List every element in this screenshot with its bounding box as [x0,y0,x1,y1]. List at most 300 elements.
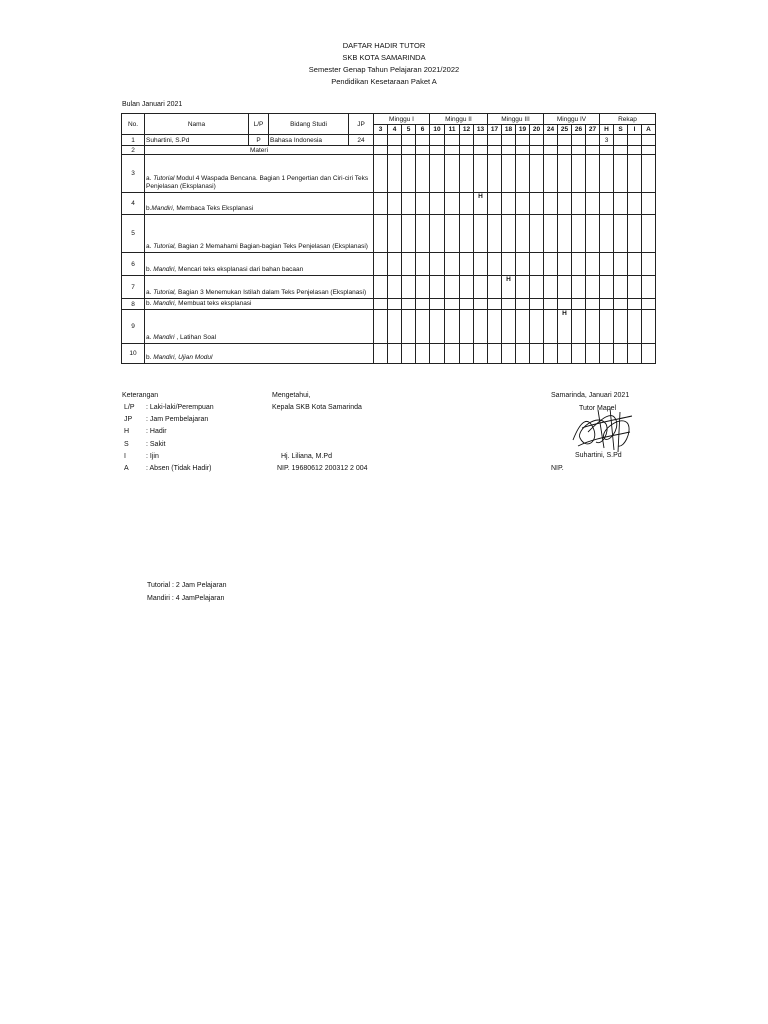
day-header: 10 [430,125,445,135]
tutor-subject: Bahasa Indonesia [269,135,349,146]
table-row [122,299,656,310]
attendance-cell [445,299,460,310]
month-label: Bulan Januari 2021 [122,101,183,108]
attendance-cell [460,344,474,364]
attendance-cell [388,253,402,276]
col-header-lp: L/P [249,114,269,135]
attendance-cell [516,253,530,276]
rekap-cell [614,193,628,215]
attendance-cell [374,310,388,344]
attendance-cell [516,215,530,253]
attendance-cell [460,146,474,155]
attendance-cell [488,344,502,364]
attendance-cell [416,310,430,344]
week-header: Minggu IV [544,114,600,125]
attendance-cell [572,310,586,344]
attendance-cell [460,215,474,253]
rekap-cell [642,215,656,253]
signer-nip: NIP. [551,465,564,472]
attendance-cell [586,193,600,215]
materi-text: Mencari teks eksplanasi dari bahan bacaan [176,266,304,273]
week-header: Minggu III [488,114,544,125]
day-header: 11 [445,125,460,135]
materi-description [145,253,374,276]
attendance-cell [374,253,388,276]
rekap-cell [600,253,614,276]
row-number: 10 [122,344,145,364]
attendance-cell [374,135,388,146]
attendance-cell [430,135,445,146]
attendance-cell [430,344,445,364]
attendance-cell [488,310,502,344]
table-row [122,193,656,215]
rekap-cell [628,146,642,155]
attendance-cell [544,276,558,299]
table-row [122,215,656,253]
row-number: 9 [122,310,145,344]
attendance-cell [488,276,502,299]
rekap-cell [600,146,614,155]
doc-institution: SKB KOTA SAMARINDA [342,53,426,62]
day-header: 4 [388,125,402,135]
attendance-cell [374,299,388,310]
legend-desc: : Ijin [146,452,159,460]
attendance-cell [445,344,460,364]
attendance-cell [544,215,558,253]
rekap-header: H [600,125,614,135]
attendance-cell [572,135,586,146]
attendance-cell [530,344,544,364]
attendance-cell [445,310,460,344]
table-row [122,155,656,193]
attendance-cell [430,310,445,344]
rekap-cell [614,344,628,364]
attendance-cell [430,276,445,299]
attendance-cell [445,253,460,276]
legend-code: L/P [124,404,135,411]
attendance-cell [502,344,516,364]
attendance-cell [586,276,600,299]
attendance-cell [416,135,430,146]
materi-prefix: a. [146,289,154,296]
attendance-cell [502,299,516,310]
attendance-cell [402,193,416,215]
rekap-cell [642,299,656,310]
attendance-cell [416,299,430,310]
signer-name: Suhartini, S.Pd [575,452,622,459]
attendance-cell [530,146,544,155]
legend-title: Keterangan [122,392,159,399]
table-row [122,276,656,299]
attendance-cell [516,276,530,299]
attendance-cell [558,253,572,276]
table-row [122,344,656,364]
attendance-cell [474,155,488,193]
rekap-cell [600,344,614,364]
materi-description [145,344,374,364]
materi-prefix: a. [146,243,154,250]
legend-desc: : Jam Pembelajaran [146,416,209,424]
rekap-cell [600,276,614,299]
rekap-cell [628,310,642,344]
materi-description [145,155,374,193]
day-header: 12 [460,125,474,135]
attendance-cell [402,215,416,253]
week-header: Minggu II [430,114,488,125]
attendance-cell [544,253,558,276]
day-header: 3 [374,125,388,135]
day-header: 13 [474,125,488,135]
rekap-cell [642,193,656,215]
attendance-cell [388,135,402,146]
attendance-cell [374,155,388,193]
tutor-jp: 24 [349,135,374,146]
attendance-cell [460,299,474,310]
attendance-cell [388,310,402,344]
attendance-cell [544,155,558,193]
attendance-cell [402,253,416,276]
attendance-cell [586,155,600,193]
attendance-cell [572,253,586,276]
attendance-cell: H [474,193,488,215]
materi-text: Membuat teks eksplanasi [176,300,252,307]
attendance-cell [558,299,572,310]
rekap-cell [628,344,642,364]
day-header: 24 [544,125,558,135]
attendance-cell [544,310,558,344]
attendance-cell [502,215,516,253]
attendance-cell [460,155,474,193]
attendance-cell [516,155,530,193]
rekap-cell [642,253,656,276]
attendance-cell [416,146,430,155]
col-header-rekap: Rekap [600,114,656,125]
attendance-cell [530,276,544,299]
attendance-cell [572,276,586,299]
attendance-cell [516,146,530,155]
day-header: 27 [586,125,600,135]
row-number: 5 [122,215,145,253]
attendance-cell [488,215,502,253]
attendance-cell [558,344,572,364]
materi-text: Modul 4 Waspada Bencana. Bagian 1 Pengertian dan Ciri-ciri Teks Penjelasan (Eksplanasi) [146,175,369,190]
legend-desc: : Hadir [146,428,167,436]
attendance-cell [488,155,502,193]
rekap-cell [628,253,642,276]
attendance-cell [445,215,460,253]
col-header-bidang-studi: Bidang Studi [269,114,349,135]
signer-position: Tutor Mapel [579,405,617,412]
attendance-cell [460,310,474,344]
materi-type: Mandiri, [153,300,177,307]
attendance-cell [374,215,388,253]
col-header-jp: JP [349,114,374,135]
attendance-cell [430,215,445,253]
attendance-cell [586,146,600,155]
rekap-cell [642,146,656,155]
approval-nip: NIP. 19680612 200312 2 004 [277,465,368,472]
doc-title: DAFTAR HADIR TUTOR [342,41,426,50]
attendance-cell [530,193,544,215]
attendance-cell [516,299,530,310]
attendance-cell [460,193,474,215]
materi-prefix: a. [146,334,154,341]
materi-text: Membaca Teks Eksplanasi [174,205,254,212]
materi-description [145,310,374,344]
attendance-cell [474,215,488,253]
materi-description [145,276,374,299]
attendance-cell [474,310,488,344]
attendance-cell [445,146,460,155]
materi-type: Mandiri [153,334,175,341]
legend-code: I [124,452,126,460]
day-header: 25 [558,125,572,135]
attendance-cell [474,135,488,146]
attendance-cell [572,146,586,155]
approval-name: Hj. Liliana, M.Pd [281,453,332,460]
rekap-cell [614,155,628,193]
attendance-cell [416,215,430,253]
tutor-name: Suhartini, S.Pd [145,135,249,146]
attendance-cell [516,135,530,146]
attendance-cell [558,155,572,193]
attendance-cell [558,135,572,146]
attendance-cell [388,344,402,364]
attendance-cell [416,155,430,193]
attendance-cell [586,310,600,344]
rekap-hadir-value: 3 [600,135,614,146]
rekap-cell [628,299,642,310]
attendance-cell [474,253,488,276]
attendance-cell [502,253,516,276]
attendance-cell [402,299,416,310]
attendance-cell [430,193,445,215]
rekap-header: I [628,125,642,135]
attendance-cell [558,215,572,253]
attendance-cell [558,193,572,215]
attendance-cell [572,193,586,215]
row-number: 2 [122,146,145,155]
attendance-cell [430,146,445,155]
materi-type: Tutorial, [153,289,177,296]
attendance-table [121,113,656,364]
attendance-cell [516,310,530,344]
day-header: 20 [530,125,544,135]
rekap-cell [600,193,614,215]
rekap-cell [600,299,614,310]
attendance-cell [502,310,516,344]
attendance-cell [586,135,600,146]
materi-prefix: b. [146,300,154,307]
attendance-cell [586,299,600,310]
attendance-cell [516,344,530,364]
attendance-cell [572,299,586,310]
attendance-cell [374,193,388,215]
doc-program: Pendidikan Kesetaraan Paket A [331,77,437,86]
rekap-cell [628,276,642,299]
table-row [122,310,656,344]
attendance-cell [488,193,502,215]
rekap-cell [628,215,642,253]
attendance-cell [572,344,586,364]
day-header: 6 [416,125,430,135]
table-row [122,253,656,276]
attendance-cell [445,193,460,215]
materi-description [145,193,374,215]
attendance-cell [544,146,558,155]
legend-code: JP [124,416,133,424]
legend-code: A [124,465,129,472]
rekap-cell [642,276,656,299]
attendance-cell [416,276,430,299]
attendance-cell [430,253,445,276]
attendance-cell [416,253,430,276]
attendance-cell [530,310,544,344]
rekap-cell [614,146,628,155]
day-header: 19 [516,125,530,135]
approval-position: Kepala SKB Kota Samarinda [272,404,362,411]
attendance-cell [388,276,402,299]
attendance-cell [388,146,402,155]
note-mandiri: Mandiri : 4 JamPelajaran [147,595,225,602]
rekap-cell [614,299,628,310]
row-number: 4 [122,193,145,215]
attendance-cell [402,344,416,364]
attendance-cell [460,135,474,146]
attendance-cell: H [558,310,572,344]
rekap-cell [600,155,614,193]
rekap-cell [642,310,656,344]
attendance-cell [516,193,530,215]
attendance-cell [572,155,586,193]
rekap-cell [628,135,642,146]
legend-code: H [124,428,130,436]
attendance-cell [502,193,516,215]
attendance-cell [416,193,430,215]
attendance-cell [388,155,402,193]
row-number: 1 [122,135,145,146]
attendance-cell [558,146,572,155]
attendance-cell [488,299,502,310]
attendance-cell [388,215,402,253]
col-header-nama: Nama [145,114,249,135]
attendance-cell [544,299,558,310]
attendance-cell [445,155,460,193]
rekap-cell [642,135,656,146]
row-number: 8 [122,299,145,310]
attendance-cell [474,299,488,310]
rekap-cell [600,215,614,253]
attendance-cell [374,344,388,364]
attendance-cell [544,344,558,364]
materi-description [145,215,374,253]
doc-semester: Semester Genap Tahun Pelajaran 2021/2022 [308,65,460,74]
legend-code: S [124,440,129,448]
rekap-cell [614,253,628,276]
attendance-cell [402,155,416,193]
day-header: 26 [572,125,586,135]
attendance-cell [474,344,488,364]
rekap-cell [614,310,628,344]
attendance-cell [544,135,558,146]
rekap-cell [628,193,642,215]
materi-type: Mandiri, Ujian Modul [153,354,213,361]
attendance-cell [544,193,558,215]
materi-prefix: a. [146,175,154,182]
attendance-cell [586,215,600,253]
rekap-cell [614,135,628,146]
note-tutorial: Tutorial : 2 Jam Pelajaran [147,582,227,589]
week-header: Minggu I [374,114,430,125]
materi-prefix: b. [146,354,154,361]
attendance-cell [586,344,600,364]
attendance-cell [445,276,460,299]
materi-label: Materi [145,146,374,155]
attendance-cell [558,276,572,299]
attendance-cell [474,146,488,155]
rekap-cell [614,276,628,299]
materi-description [145,299,374,310]
rekap-header: A [642,125,656,135]
attendance-cell [586,253,600,276]
attendance-cell [388,193,402,215]
attendance-cell [488,135,502,146]
attendance-cell [402,146,416,155]
legend-desc: : Sakit [146,440,166,448]
attendance-cell [374,146,388,155]
rekap-cell [642,344,656,364]
attendance-cell [388,299,402,310]
materi-prefix: b. [146,266,154,273]
attendance-cell [502,135,516,146]
legend-desc: : Absen (Tidak Hadir) [146,465,212,472]
attendance-cell [460,276,474,299]
attendance-cell [530,215,544,253]
attendance-cell [402,276,416,299]
approval-label: Mengetahui, [272,392,311,399]
materi-type: Mandiri, [153,266,177,273]
rekap-cell [614,215,628,253]
materi-prefix: b. [146,205,152,212]
col-header-no: No. [122,114,145,135]
day-header: 18 [502,125,516,135]
tutor-gender: P [249,135,269,146]
attendance-cell [502,146,516,155]
rekap-cell [628,155,642,193]
attendance-cell [430,155,445,193]
attendance-cell [572,215,586,253]
day-header: 17 [488,125,502,135]
day-header: 5 [402,125,416,135]
legend-desc: : Laki-laki/Perempuan [146,404,214,411]
attendance-cell [445,135,460,146]
rekap-cell [642,155,656,193]
materi-text: Bagian 2 Memahami Bagian-bagian Teks Penjelasan (Eksplanasi) [176,243,368,250]
attendance-cell [374,276,388,299]
materi-type: Tutorial [153,175,175,182]
row-number: 3 [122,155,145,193]
attendance-cell [402,135,416,146]
materi-text: Bagian 3 Menemukan Istilah dalam Teks Penjelasan (Eksplanasi) [176,289,367,296]
attendance-cell [530,299,544,310]
attendance-cell [402,310,416,344]
attendance-cell [474,276,488,299]
attendance-cell [530,135,544,146]
attendance-cell [488,146,502,155]
attendance-cell [502,155,516,193]
signer-place-date: Samarinda, Januari 2021 [551,392,630,399]
attendance-cell [430,299,445,310]
